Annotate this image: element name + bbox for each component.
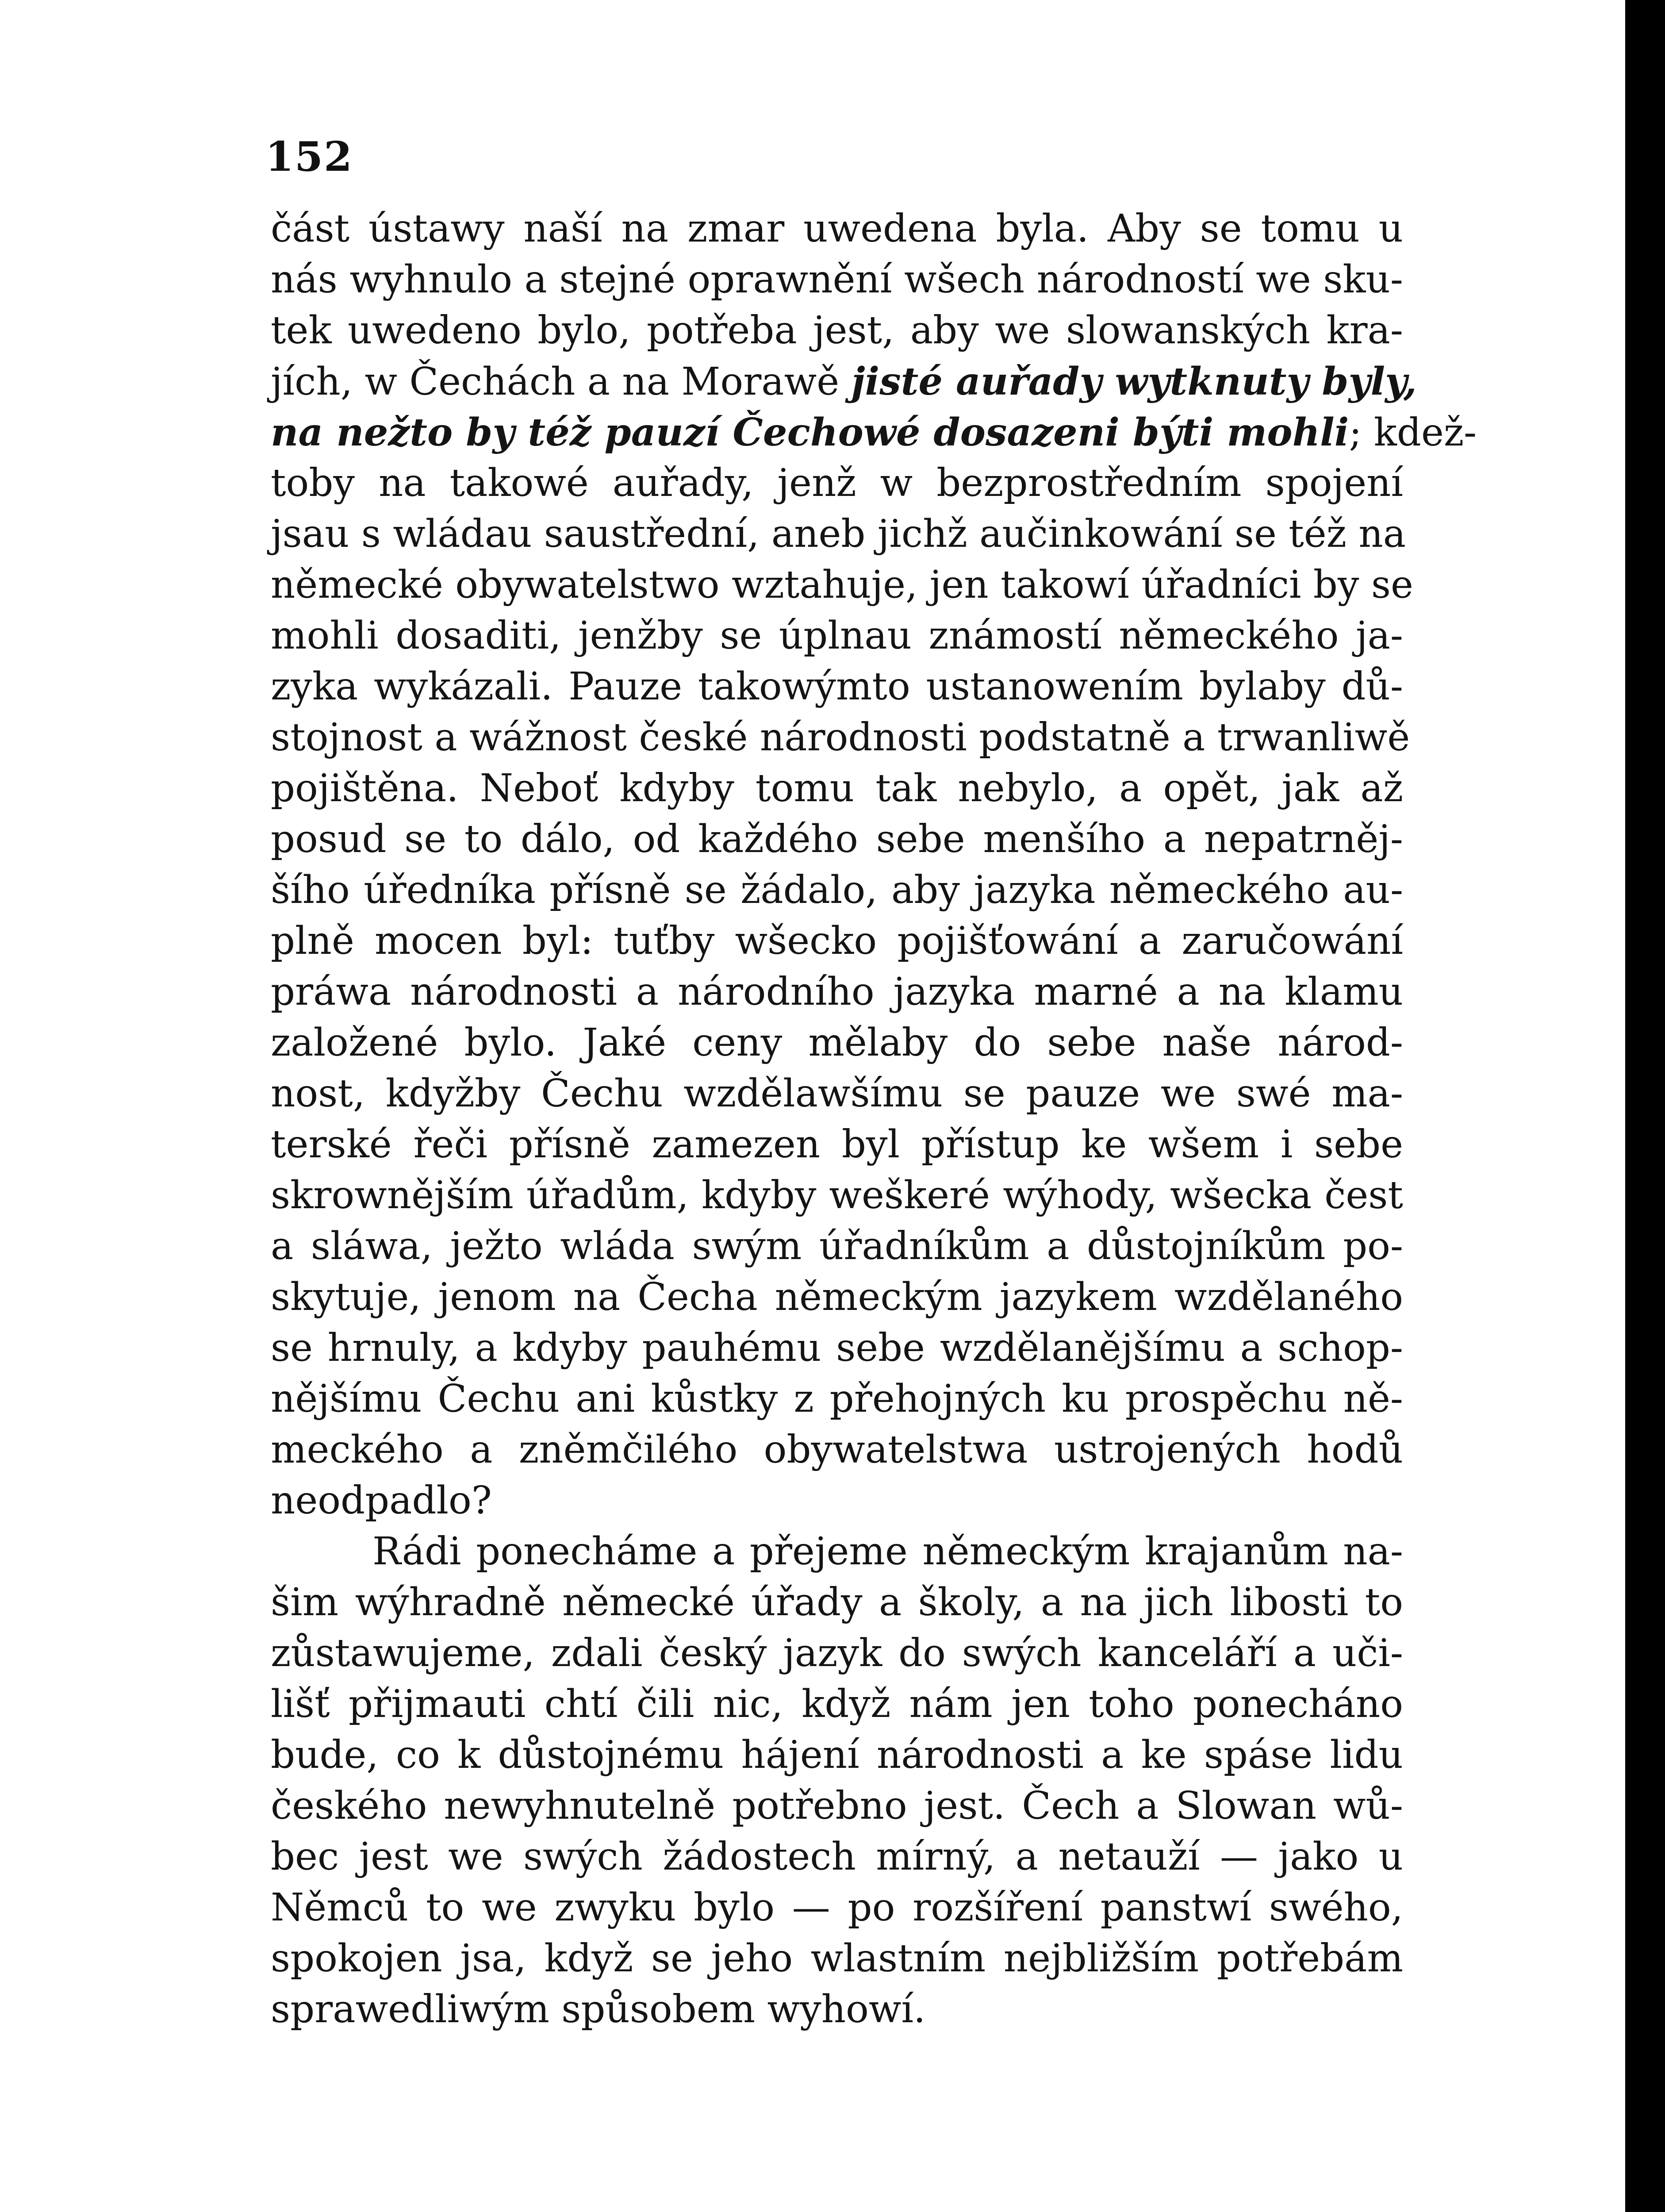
text-line: lišť přijmauti chtí čili nic, když nám jen toho ponecháno	[271, 1682, 1403, 1726]
text-line: německé obywatelstwo wztahuje, jen takowí úřadníci by se	[271, 563, 1413, 607]
text-line: práwa národnosti a národního jazyka marné a na klamu	[271, 970, 1403, 1014]
text-line: šim wýhradně německé úřady a školy, a na jich libosti to	[271, 1580, 1403, 1624]
text-line: meckého a zněmčilého obywatelstwa ustrojených hodů	[271, 1428, 1403, 1472]
italic-segment: na nežto by též pauzí Čechowé dosazeni býti mohli	[271, 410, 1349, 455]
text-line: plně mocen byl: tuťby wšecko pojišťowání a zaručowání	[271, 919, 1403, 963]
text-line: se hrnuly, a kdyby pauhému sebe wzdělanějšímu a schop-	[271, 1326, 1403, 1370]
text-line: nost, kdyžby Čechu wzdělawšímu se pauze we swé ma-	[271, 1071, 1403, 1116]
text-line: část ústawy naší na zmar uwedena byla. Aby se tomu u	[271, 207, 1403, 251]
text-line: zůstawujeme, zdali český jazyk do swých kanceláří a uči-	[271, 1631, 1403, 1675]
text-line: posud se to dálo, od každého sebe menšího a nepatrněj-	[271, 817, 1403, 861]
text-line	[271, 356, 1417, 407]
text-line: skytuje, jenom na Čecha německým jazykem wzdělaného	[271, 1275, 1403, 1319]
text-line: sprawedliwým spůsobem wyhowí.	[271, 1987, 926, 2032]
text-line	[271, 407, 1477, 458]
text-segment: jích, w Čechách a na Morawě	[271, 360, 852, 404]
text-line: mohli dosaditi, jenžby se úplnau známostí německého ja-	[271, 614, 1403, 658]
text-line: Rádi ponecháme a přejeme německým krajanům na-	[372, 1529, 1403, 1574]
text-line: nás wyhnulo a stejné oprawnění wšech národností we sku-	[271, 257, 1403, 302]
text-line: pojištěna. Neboť kdyby tomu tak nebylo, a opět, jak až	[271, 766, 1403, 810]
text-line: stojnost a wážnost české národnosti podstatně a trwanliwě	[271, 715, 1410, 760]
scan-border	[1625, 0, 1665, 2212]
text-line: jsau s wládau saustřední, aneb jichž aučinkowání se též na	[271, 512, 1406, 556]
text-line: bec jest we swých žádostech mírný, a netauží — jako u	[271, 1835, 1403, 1879]
text-line: založené bylo. Jaké ceny mělaby do sebe naše národ-	[271, 1021, 1403, 1065]
text-line: tek uwedeno bylo, potřeba jest, aby we slowanských kra-	[271, 308, 1403, 353]
text-line: toby na takowé auřady, jenž w bezprostředním spojení	[271, 461, 1403, 505]
text-line: bude, co k důstojnému hájení národnosti a ke spáse lidu	[271, 1733, 1403, 1777]
text-line: terské řeči přísně zamezen byl přístup ke wšem i sebe	[271, 1122, 1403, 1167]
page-number: 152	[265, 133, 353, 180]
text-line: skrownějším úřadům, kdyby weškeré wýhody, wšecka čest	[271, 1173, 1403, 1217]
text-line: zyka wykázali. Pauze takowýmto ustanowením bylaby dů-	[271, 664, 1403, 709]
text-line: neodpadlo?	[271, 1479, 492, 1523]
text-line: a sláwa, ježto wláda swým úřadníkům a důstojníkům po-	[271, 1224, 1403, 1268]
text-line: šího úředníka přísně se žádalo, aby jazyka německého au-	[271, 868, 1403, 912]
text-line: nějšímu Čechu ani kůstky z přehojných ku prospěchu ně-	[271, 1377, 1403, 1421]
text-line: spokojen jsa, když se jeho wlastním nejbližším potřebám	[271, 1936, 1403, 1981]
body-text	[271, 204, 1477, 2035]
text-line: českého newyhnutelně potřebno jest. Čech a Slowan wů-	[271, 1784, 1403, 1828]
italic-segment: jisté auřady wytknuty byly,	[851, 359, 1417, 404]
text-segment: ; kdež-	[1349, 411, 1477, 455]
text-line: Němců to we zwyku bylo — po rozšíření panstwí swého,	[271, 1886, 1403, 1930]
